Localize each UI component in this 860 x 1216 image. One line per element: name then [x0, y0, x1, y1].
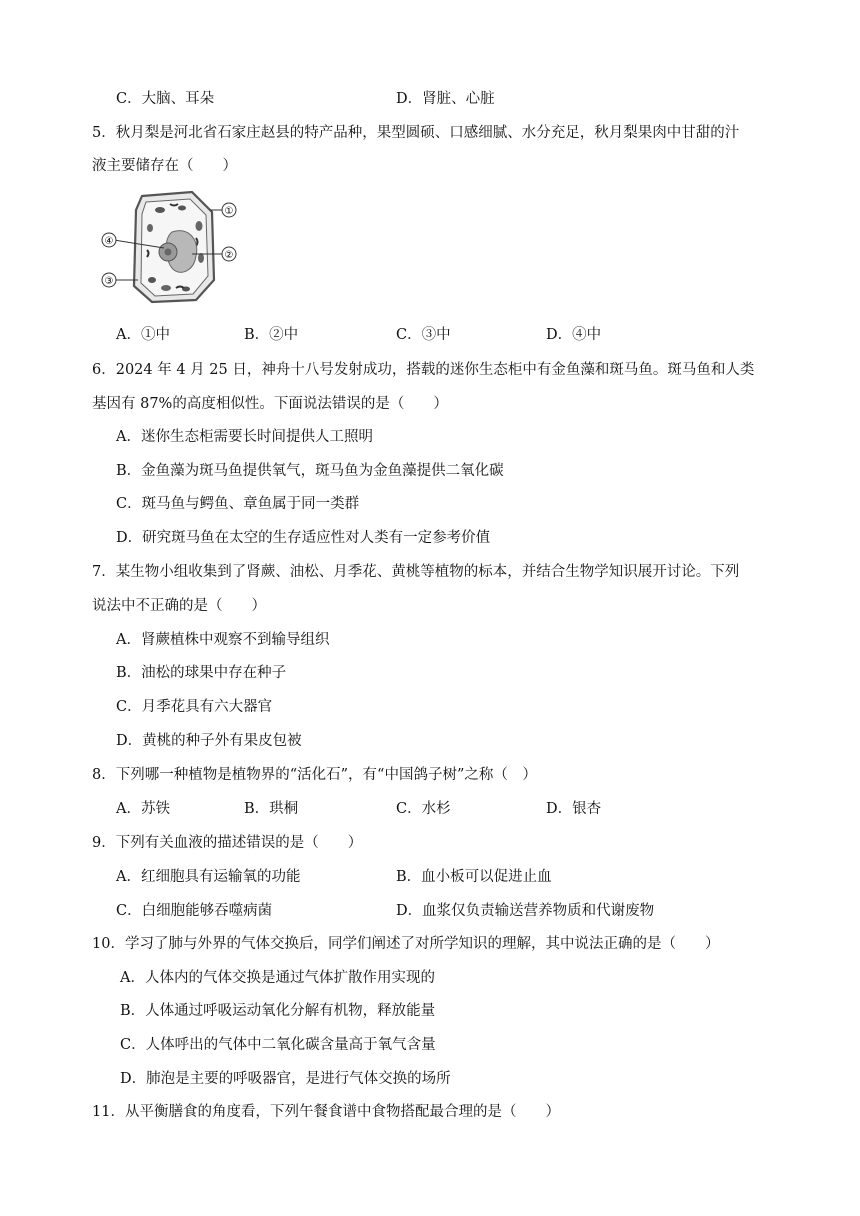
figure-label-2: ② [224, 250, 234, 261]
q9-stem: 9．下列有关血液的描述错误的是（ ） [92, 835, 363, 851]
plant-cell-figure [100, 188, 250, 306]
q6-option-a: A．迷你生态柜需要长时间提供人工照明 [116, 429, 373, 445]
q6-stem-line-1: 6．2024 年 4 月 25 日，神舟十八号发射成功，搭载的迷你生态柜中有金鱼藻和斑马鱼。斑马鱼和人类 [92, 362, 755, 378]
q8-option-d: D．银杏 [546, 801, 602, 817]
q5-option-d: D．④中 [546, 327, 602, 343]
q6-option-d: D．研究斑马鱼在太空的生存适应性对人类有一定参考价值 [116, 530, 491, 546]
q4-option-d: D．肾脏、心脏 [396, 91, 495, 107]
q6-option-b: B．金鱼藻为斑马鱼提供氧气，斑马鱼为金鱼藻提供二氧化碳 [116, 463, 504, 479]
q9-option-c: C．白细胞能够吞噬病菌 [116, 903, 273, 919]
q8-option-c: C．水杉 [396, 801, 451, 817]
figure-label-4: ④ [104, 236, 114, 247]
q4-option-c: C．大脑、耳朵 [116, 91, 215, 107]
figure-label-1: ① [224, 206, 234, 217]
q7-option-c: C．月季花具有六大器官 [116, 699, 273, 715]
q5-option-a: A．①中 [116, 327, 170, 343]
q8-option-a: A．苏铁 [116, 801, 170, 817]
q10-option-a: A．人体内的气体交换是通过气体扩散作用实现的 [120, 970, 435, 986]
q5-stem-line-2: 液主要储存在（ ） [92, 158, 237, 174]
q7-option-d: D．黄桃的种子外有果皮包被 [116, 733, 302, 749]
q8-option-b: B．珙桐 [244, 801, 299, 817]
q5-option-b: B．②中 [244, 327, 299, 343]
q7-stem-line-1: 7．某生物小组收集到了肾蕨、油松、月季花、黄桃等植物的标本，并结合生物学知识展开讨论。下列 [92, 564, 740, 580]
q10-option-c: C．人体呼出的气体中二氧化碳含量高于氧气含量 [120, 1037, 436, 1053]
q7-option-b: B．油松的球果中存在种子 [116, 665, 287, 681]
q7-stem-line-2: 说法中不正确的是（ ） [92, 598, 266, 614]
q10-option-d: D．肺泡是主要的呼吸器官，是进行气体交换的场所 [120, 1071, 451, 1087]
q6-stem-line-2: 基因有 87%的高度相似性。下面说法错误的是（ ） [92, 396, 448, 412]
q10-option-b: B．人体通过呼吸运动氧化分解有机物，释放能量 [120, 1003, 436, 1019]
q9-option-d: D．血浆仅负责输送营养物质和代谢废物 [396, 903, 655, 919]
q6-option-c: C．斑马鱼与鳄鱼、章鱼属于同一类群 [116, 496, 360, 512]
figure-label-3: ③ [104, 276, 114, 287]
q9-option-b: B．血小板可以促进止血 [396, 869, 552, 885]
q7-option-a: A．肾蕨植株中观察不到输导组织 [116, 632, 330, 648]
q11-stem: 11．从平衡膳食的角度看，下列午餐食谱中食物搭配最合理的是（ ） [92, 1104, 560, 1120]
q5-option-c: C．③中 [396, 327, 451, 343]
q9-option-a: A．红细胞具有运输氧的功能 [116, 869, 301, 885]
q10-stem: 10．学习了肺与外界的气体交换后，同学们阐述了对所学知识的理解，其中说法正确的是（ ） [92, 936, 720, 952]
q5-stem-line-1: 5．秋月梨是河北省石家庄赵县的特产品种，果型圆硕、口感细腻、水分充足，秋月梨果肉中甘甜的汁 [92, 125, 740, 141]
q8-stem: 8．下列哪一种植物是植物界的“活化石”，有“中国鸽子树”之称（ ） [92, 767, 537, 783]
